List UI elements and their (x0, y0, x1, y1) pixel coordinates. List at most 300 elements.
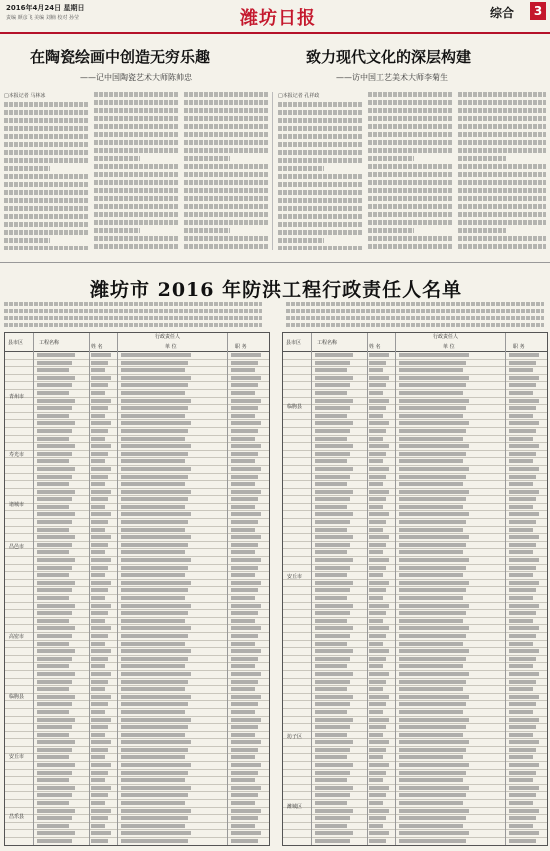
text-line (286, 302, 544, 306)
cell-text (399, 520, 466, 524)
text-line (94, 124, 178, 129)
table-row (283, 717, 547, 725)
text-line (4, 158, 88, 163)
cell-text (37, 710, 69, 714)
table-row (283, 580, 547, 588)
text-line (4, 182, 88, 187)
table-row (283, 641, 547, 649)
right-article-col-1 (278, 92, 362, 250)
cell-text (91, 361, 108, 365)
cell-text (369, 581, 389, 585)
header-project: 工程名称 (39, 340, 60, 346)
text-line (184, 188, 268, 193)
cell-text (91, 475, 108, 479)
table-row (5, 739, 269, 747)
cell-text (231, 391, 255, 395)
table-row (283, 527, 547, 535)
table-body (283, 352, 547, 846)
text-line (458, 156, 506, 161)
left-article-col-2 (94, 92, 178, 250)
cell-text (369, 353, 389, 357)
cell-text (37, 755, 69, 759)
cell-text (509, 414, 533, 418)
cell-text (121, 755, 185, 759)
right-article-title: 致力现代文化的深层构建 (306, 48, 472, 66)
cell-text (315, 368, 347, 372)
cell-text (37, 528, 69, 532)
cell-text (231, 809, 261, 813)
table-row (283, 360, 547, 368)
column-rule (117, 333, 118, 845)
table-row (5, 686, 269, 694)
text-line (278, 230, 362, 235)
cell-text (37, 664, 69, 668)
county-label: 安丘市 (287, 574, 303, 580)
table-row (5, 785, 269, 793)
cell-text (121, 459, 185, 463)
left-article-byline: □本报记者 马林冰 (4, 93, 46, 99)
table-row (5, 451, 269, 459)
cell-text (91, 558, 111, 562)
text-line (4, 134, 88, 139)
cell-text (315, 543, 350, 547)
cell-text (231, 786, 261, 790)
cell-text (231, 748, 258, 752)
cell-text (121, 452, 188, 456)
cell-text (369, 520, 386, 524)
text-line (94, 236, 178, 241)
cell-text (509, 793, 536, 797)
table-row (283, 830, 547, 838)
cell-text (315, 687, 347, 691)
table-row (5, 360, 269, 368)
cell-text (231, 361, 258, 365)
cell-text (231, 588, 258, 592)
table-row (283, 436, 547, 444)
cell-text (399, 763, 469, 767)
cell-text (37, 809, 75, 813)
cell-text (37, 786, 75, 790)
cell-text (37, 558, 75, 562)
cell-text (369, 839, 386, 843)
cell-text (121, 816, 188, 820)
text-line (458, 220, 546, 225)
table-row (5, 466, 269, 474)
cell-text (509, 550, 533, 554)
cell-text (231, 467, 261, 471)
text-line (458, 148, 546, 153)
cell-text (509, 611, 536, 615)
cell-text (231, 399, 261, 403)
cell-text (509, 733, 533, 737)
cell-text (37, 406, 72, 410)
cell-text (91, 664, 105, 668)
cell-text (91, 505, 105, 509)
cell-text (509, 649, 539, 653)
header-district: 县市区 (8, 340, 24, 346)
table-row (283, 352, 547, 360)
cell-text (91, 619, 105, 623)
text-line (94, 204, 178, 209)
cell-text (37, 550, 69, 554)
cell-text (37, 793, 72, 797)
cell-text (91, 657, 108, 661)
cell-text (509, 399, 539, 403)
cell-text (121, 406, 188, 410)
text-line (278, 110, 362, 115)
table-row (5, 603, 269, 611)
cell-text (509, 763, 539, 767)
cell-text (37, 566, 72, 570)
cell-text (231, 512, 261, 516)
cell-text (121, 710, 185, 714)
cell-text (509, 475, 536, 479)
text-line (278, 126, 362, 131)
cell-text (37, 581, 75, 585)
cell-text (399, 482, 463, 486)
header-name: 姓 名 (369, 344, 381, 350)
cell-text (399, 383, 466, 387)
cell-text (369, 467, 389, 471)
cell-text (121, 695, 191, 699)
cell-text (315, 490, 353, 494)
table-row (283, 375, 547, 383)
text-line (368, 244, 452, 249)
cell-text (315, 421, 353, 425)
cell-text (315, 831, 353, 835)
text-line (184, 236, 268, 241)
cell-text (509, 543, 536, 547)
cell-text (369, 566, 386, 570)
text-line (4, 142, 88, 147)
cell-text (231, 528, 255, 532)
cell-text (369, 755, 383, 759)
text-line (94, 228, 140, 233)
cell-text (91, 733, 105, 737)
cell-text (91, 528, 105, 532)
cell-text (121, 793, 188, 797)
table-row (5, 815, 269, 823)
cell-text (399, 642, 463, 646)
cell-text (509, 566, 536, 570)
cell-text (37, 824, 69, 828)
cell-text (37, 763, 75, 767)
table-row (283, 557, 547, 565)
cell-text (315, 695, 353, 699)
cell-text (509, 680, 536, 684)
cell-text (315, 649, 353, 653)
table-row (283, 398, 547, 406)
cell-text (399, 725, 466, 729)
text-line (458, 212, 546, 217)
cell-text (509, 467, 539, 471)
cell-text (399, 672, 469, 676)
table-row (5, 496, 269, 504)
table-row (283, 603, 547, 611)
cell-text (37, 505, 69, 509)
cell-text (369, 778, 383, 782)
cell-text (399, 588, 466, 592)
cell-text (315, 740, 353, 744)
cell-text (509, 383, 536, 387)
text-line (458, 116, 546, 121)
cell-text (231, 687, 255, 691)
cell-text (369, 368, 383, 372)
cell-text (231, 824, 255, 828)
county-label: 临朐县 (287, 404, 303, 410)
table-row (5, 405, 269, 413)
cell-text (231, 535, 261, 539)
table-row (283, 808, 547, 816)
table-header (283, 333, 547, 352)
cell-text (91, 839, 108, 843)
cell-text (399, 604, 469, 608)
table-row (5, 519, 269, 527)
responsibility-table-right (282, 332, 548, 846)
cell-text (121, 376, 191, 380)
cell-text (231, 672, 261, 676)
cell-text (231, 740, 261, 744)
cell-text (231, 368, 255, 372)
text-line (4, 126, 88, 131)
cell-text (231, 596, 255, 600)
cell-text (37, 642, 69, 646)
text-line (4, 118, 88, 123)
cell-text (399, 361, 466, 365)
text-line (94, 212, 178, 217)
cell-text (231, 801, 255, 805)
cell-text (37, 497, 72, 501)
cell-text (509, 444, 539, 448)
header-post: 职 务 (235, 344, 247, 350)
cell-text (509, 718, 539, 722)
cell-text (121, 429, 188, 433)
text-line (278, 174, 362, 179)
cell-text (399, 399, 469, 403)
cell-text (91, 391, 105, 395)
table-row (283, 451, 547, 459)
text-line (368, 196, 452, 201)
column-rule (33, 333, 34, 845)
cell-text (231, 558, 261, 562)
cell-text (509, 459, 533, 463)
text-line (4, 323, 262, 327)
table-row (283, 815, 547, 823)
cell-text (399, 558, 469, 562)
cell-text (37, 452, 72, 456)
cell-text (509, 801, 533, 805)
cell-text (37, 399, 75, 403)
table-row (5, 527, 269, 535)
cell-text (91, 626, 111, 630)
cell-text (315, 710, 347, 714)
cell-text (315, 406, 350, 410)
cell-text (231, 626, 261, 630)
cell-text (369, 497, 386, 501)
cell-text (121, 475, 188, 479)
text-line (184, 156, 230, 161)
cell-text (369, 543, 386, 547)
cell-text (91, 793, 108, 797)
cell-text (37, 771, 72, 775)
table-row (283, 679, 547, 687)
text-line (458, 164, 546, 169)
text-line (458, 172, 546, 177)
cell-text (315, 497, 350, 501)
cell-text (91, 452, 108, 456)
cell-text (509, 725, 536, 729)
cell-text (121, 664, 185, 668)
cell-text (91, 634, 108, 638)
cell-text (509, 573, 533, 577)
cell-text (369, 361, 386, 365)
table-row (283, 747, 547, 755)
table-row (5, 732, 269, 740)
cell-text (509, 528, 533, 532)
cell-text (399, 414, 463, 418)
table-row (5, 610, 269, 618)
cell-text (369, 558, 389, 562)
text-line (368, 108, 452, 113)
cell-text (399, 740, 469, 744)
cell-text (91, 680, 108, 684)
table-row (283, 542, 547, 550)
table-row (5, 777, 269, 785)
cell-text (231, 710, 255, 714)
cell-text (509, 421, 539, 425)
masthead (0, 0, 550, 34)
cell-text (91, 816, 108, 820)
cell-text (315, 718, 353, 722)
cell-text (399, 429, 466, 433)
cell-text (399, 771, 466, 775)
cell-text (37, 596, 69, 600)
cell-text (37, 748, 72, 752)
cell-text (91, 482, 105, 486)
newspaper-logo: 潍坊日报 (240, 8, 316, 29)
cell-text (91, 740, 111, 744)
cell-text (37, 634, 72, 638)
table-row (5, 458, 269, 466)
table-row (283, 534, 547, 542)
cell-text (121, 718, 191, 722)
cell-text (509, 642, 533, 646)
table-row (5, 398, 269, 406)
text-line (4, 206, 88, 211)
cell-text (509, 452, 536, 456)
table-row (5, 436, 269, 444)
cell-text (91, 383, 108, 387)
cell-text (121, 786, 191, 790)
text-line (4, 150, 88, 155)
cell-text (231, 771, 258, 775)
table-row (5, 504, 269, 512)
column-rule (367, 333, 368, 845)
cell-text (91, 512, 111, 516)
table-row (5, 671, 269, 679)
cell-text (121, 361, 188, 365)
header-district: 县市区 (286, 340, 302, 346)
table-row (5, 701, 269, 709)
cell-text (315, 793, 350, 797)
table-row (283, 800, 547, 808)
county-label: 青州市 (9, 394, 25, 400)
cell-text (399, 368, 463, 372)
cell-text (121, 649, 191, 653)
cell-text (369, 482, 383, 486)
left-article-col-3 (184, 92, 268, 250)
cell-text (121, 778, 185, 782)
table-row (283, 405, 547, 413)
cell-text (399, 512, 469, 516)
text-line (458, 236, 546, 241)
cell-text (121, 391, 185, 395)
cell-text (315, 459, 347, 463)
cell-text (231, 550, 255, 554)
text-line (458, 228, 506, 233)
cell-text (369, 771, 386, 775)
cell-text (91, 702, 108, 706)
cell-text (509, 619, 533, 623)
cell-text (121, 414, 185, 418)
table-row (283, 572, 547, 580)
cell-text (399, 535, 469, 539)
cell-text (37, 512, 75, 516)
cell-text (231, 490, 261, 494)
cell-text (509, 520, 536, 524)
main-title: 潍坊市 2016 年防洪工程行政责任人名单 (90, 279, 463, 301)
cell-text (509, 824, 533, 828)
cell-text (315, 702, 350, 706)
cell-text (121, 558, 191, 562)
cell-text (399, 793, 466, 797)
text-line (368, 220, 452, 225)
cell-text (399, 831, 469, 835)
cell-text (399, 649, 469, 653)
cell-text (37, 444, 75, 448)
cell-text (509, 361, 536, 365)
cell-text (369, 664, 383, 668)
table-row (5, 443, 269, 451)
text-line (184, 132, 268, 137)
cell-text (37, 619, 69, 623)
table-row (283, 474, 547, 482)
cell-text (231, 725, 258, 729)
text-line (4, 110, 88, 115)
table-row (283, 838, 547, 846)
cell-text (399, 816, 466, 820)
text-line (184, 212, 268, 217)
left-article-title: 在陶瓷绘画中创造无穷乐趣 (30, 48, 211, 66)
text-line (368, 236, 452, 241)
cell-text (369, 642, 383, 646)
cell-text (399, 718, 469, 722)
cell-text (399, 467, 469, 471)
cell-text (315, 353, 353, 357)
cell-text (121, 482, 185, 486)
table-row (5, 663, 269, 671)
cell-text (91, 687, 105, 691)
text-line (4, 230, 88, 235)
cell-text (91, 649, 111, 653)
cell-text (231, 459, 255, 463)
cell-text (315, 550, 347, 554)
cell-text (509, 687, 533, 691)
table-row (5, 762, 269, 770)
cell-text (121, 763, 191, 767)
cell-text (369, 710, 383, 714)
cell-text (231, 406, 258, 410)
